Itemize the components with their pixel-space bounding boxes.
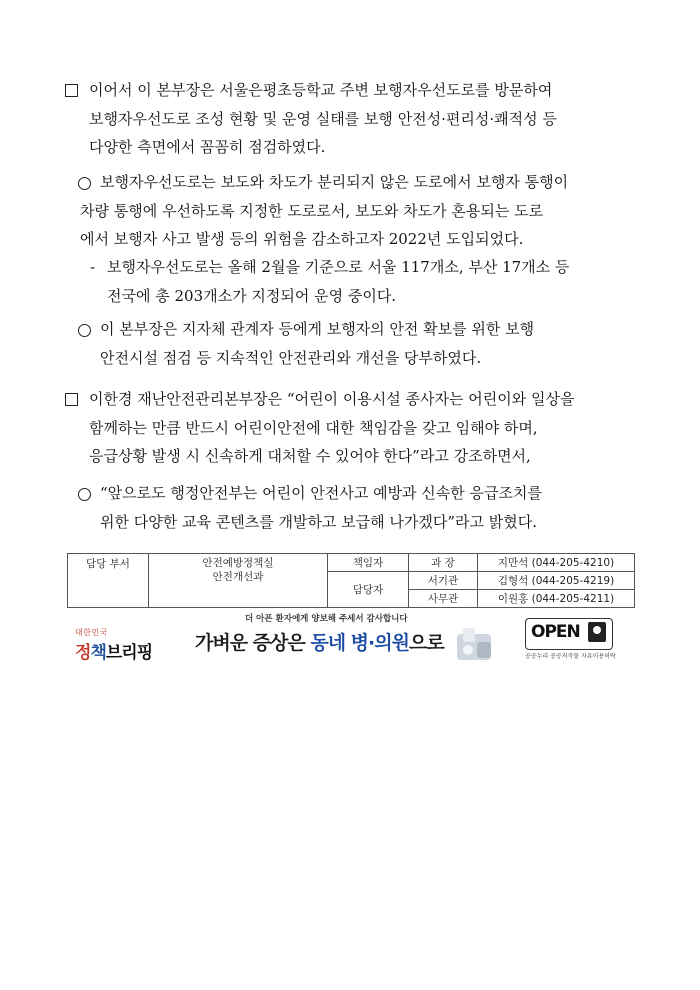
dept-name-2: 안전개선과 [212,571,264,583]
dept-name [149,554,328,608]
paragraph-future [100,479,635,536]
name-phone: 지만석 (044-205-4210) [478,554,635,572]
text-line: 응급상황 발생 시 신속하게 대처할 수 있어야 한다”라고 강조하면서, [89,447,531,465]
circle-bullet [78,171,91,200]
text-line: 이어서 이 본부장은 서울은평초등학교 주변 보행자우선도로를 방문하여 [89,81,553,99]
banner-text: 으로 [408,632,444,654]
dash-bullet: - [90,258,96,276]
position-title: 사무관 [409,590,478,608]
logo-part: 정 [75,643,91,663]
text-line: 함께하는 만큼 반드시 어린이안전에 대한 책임감을 갖고 임해야 하며, [89,418,538,437]
text-line: 이 본부장은 지자체 관계자 등에게 보행자의 안전 확보를 위한 보행 [100,320,535,338]
campaign-banner [195,610,495,670]
dept-label: 담당 부서 [68,554,149,608]
banner-headline [195,628,444,655]
pharmacy-illustration-icon [451,624,499,664]
banner-text: 가벼운 증상은 [195,632,311,654]
text-line: 다양한 측면에서 꼼꼼히 점검하였다. [89,138,326,156]
contact-table [67,553,635,608]
name-phone: 김형석 (044-205-4219) [478,572,635,590]
text-line: 에서 보행자 사고 발생 등의 위험을 감소하고자 2022년 도입되었다. [80,230,524,248]
staff-label: 담당자 [328,572,409,608]
attribution-icon [588,622,606,642]
paragraph-visit [89,76,635,162]
paragraph-definition [80,168,635,254]
paragraph-statistics [107,253,635,310]
logo-title [75,638,152,663]
circle-bullet [78,482,91,511]
circle-bullet [78,318,91,347]
text-line: 전국에 총 203개소가 지정되어 운영 중이다. [107,286,397,305]
name-phone: 이원홍 (044-205-4211) [478,590,635,608]
text-line: 보행자우선도로 조성 현황 및 운영 실태를 보행 안전성·편리성·쾌적성 등 [89,109,557,128]
logo-small-text: 대한민국 [75,628,108,637]
text-line: “앞으로도 행정안전부는 어린이 안전사고 예방과 신속한 응급조치를 [100,484,542,502]
banner-subtitle: 더 아픈 환자에게 양보해 주세서 감사합니다 [245,614,408,624]
text-line: 이한경 재난안전관리본부장은 “어린이 이용시설 종사자는 어린이와 일상을 [89,390,575,408]
text-line: 안전시설 점검 등 지속적인 안전관리와 개선을 당부하였다. [100,348,482,367]
text-line: 위한 다양한 교육 콘텐츠를 개발하고 보급해 나가겠다”라고 밝혔다. [100,512,538,531]
text-line: 보행자우선도로는 보도와 차도가 분리되지 않은 도로에서 보행자 통행이 [100,173,569,191]
dept-name-1: 안전예방정책실 [202,557,274,569]
footer-banners [67,610,635,670]
policy-briefing-logo [75,627,152,663]
logo-part: 책 [90,643,106,663]
responsible-label: 책임자 [328,554,409,572]
open-word: OPEN [531,622,580,642]
box-bullet [65,387,78,416]
position-title: 서기관 [409,572,478,590]
paragraph-request [100,315,635,372]
banner-text-highlight: 동네 병·의원 [310,632,409,654]
box-bullet [65,78,78,107]
text-line: 보행자우선도로는 올해 2월을 기준으로 서울 117개소, 부산 17개소 등 [107,258,570,276]
position-title: 과 장 [409,554,478,572]
text-line: 차량 통행에 우선하도록 지정한 도로로서, 보도와 차도가 혼용되는 도로 [80,201,544,220]
logo-part: 브리핑 [105,643,153,663]
paragraph-quote [89,385,635,471]
open-license-badge [525,618,616,660]
open-badge-caption: 공공누리 공공저작물 자유이용허락 [525,653,616,660]
